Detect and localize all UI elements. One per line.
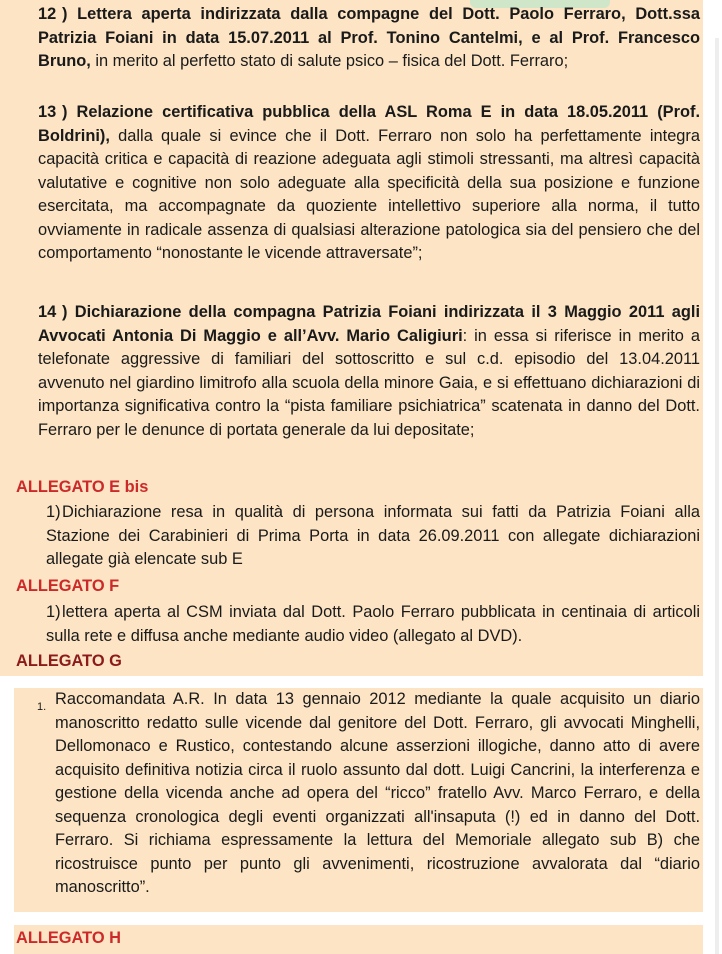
list-item (38, 101, 700, 266)
section-heading-allegato-g: ALLEGATO G (16, 652, 122, 670)
scrollbar-track[interactable] (715, 38, 719, 954)
item-number: 1. (37, 701, 47, 713)
item-number: 14 (38, 303, 57, 321)
scrollbar[interactable] (704, 0, 722, 954)
section-heading-allegato-f: ALLEGATO F (16, 577, 120, 595)
list-item (46, 501, 700, 572)
item-text: Dichiarazione resa in qualità di persona informata sui fatti da Patrizia Foiani alla Stazione dei Carabinieri di Prima Porta in data 26.09.2011 con allegate dichiarazioni allegate già elencate sub E (46, 503, 700, 568)
section-heading-allegato-h: ALLEGATO H (16, 929, 122, 947)
item-bold-text: ) Relazione certificativa pubblica della ASL Roma E in data 18.05.2011 (Prof. Boldrini), (38, 103, 700, 145)
list-item (38, 301, 700, 442)
item-text: : in essa si riferisce in merito a telefonate aggressive di familiari del sottoscritto e sul c.d. episodio del 13.04.2011 avvenuto nel giardino limitrofo alla scuola della minore Gaia, e si effettuano dichiarazioni di importanza significativa contro la “pista familiare psichiatrica” scatenata in danno del Dott. Ferraro per le denunce di portata generale da lui depositate; (38, 326, 700, 439)
list-item (38, 3, 700, 74)
item-text: dalla quale si evince che il Dott. Ferraro non solo ha perfettamente integra capacità critica e capacità di reazione adeguata agli stimoli stressanti, ma altresì capacità valutative e cognitive non solo adeguate alla specificità della sua posizione e funzione esercitata, ma accompagnate da quoziente intellettivo superiore alla norma, il tutto ovviamente in radicale assenza di qualsiasi alterazione patologica sia del pensiero che del comportamento “nonostante le vicende attraversate”; (38, 126, 700, 262)
item-bold-text: ) Dichiarazione della compagna Patrizia Foiani indirizzata il 3 Maggio 2011 agli Avvocati Antonia Di Maggio e all’Avv. Mario Caligiuri (38, 303, 700, 345)
item-text: Raccomandata A.R. In data 13 gennaio 2012 mediante la quale acquisito un diario manoscritto redatto sulle vicende dal genitore del Dott. Ferraro, gli avvocati Minghelli, Dellomonaco e Rustico, contestando alcune asserzioni illogiche, danno atto di avere acquisito definitiva notizia circa il ruolo assunto dal dott. Luigi Cancrini, la interferenza e gestione della vicenda anche ad opera del “ricco” fratello Avv. Marco Ferraro, e della sequenza cronologica degli eventi organizzati all'insaputa (!) ed in danno del Dott. Ferraro. Si richiama espressamente la lettura del Memoriale allegato sub B) che ricostruisce punto per punto gli avvenimenti, ricostruzione avvalorata dal “diario manoscritto”. (55, 690, 700, 896)
item-number: 1) (46, 503, 61, 521)
item-number: 12 (38, 5, 57, 23)
item-number: 13 (38, 103, 57, 121)
item-number: 1) (46, 603, 61, 621)
list-item (55, 688, 700, 900)
item-text: lettera aperta al CSM inviata dal Dott. Paolo Ferraro pubblicata in centinaia di articoli sulla rete e diffusa anche mediante audio video (allegato al DVD). (46, 603, 700, 645)
section-heading-allegato-e-bis: ALLEGATO E bis (16, 478, 149, 496)
item-bold-text: ) Lettera aperta indirizzata dalla compagne del Dott. Paolo Ferraro, Dott.ssa Patrizia Foiani in data 15.07.2011 al Prof. Tonino Cantelmi, e al Prof. Francesco Bruno, (38, 5, 700, 70)
list-item (46, 601, 700, 648)
item-text: in merito al perfetto stato di salute psico – fisica del Dott. Ferraro; (90, 52, 569, 70)
